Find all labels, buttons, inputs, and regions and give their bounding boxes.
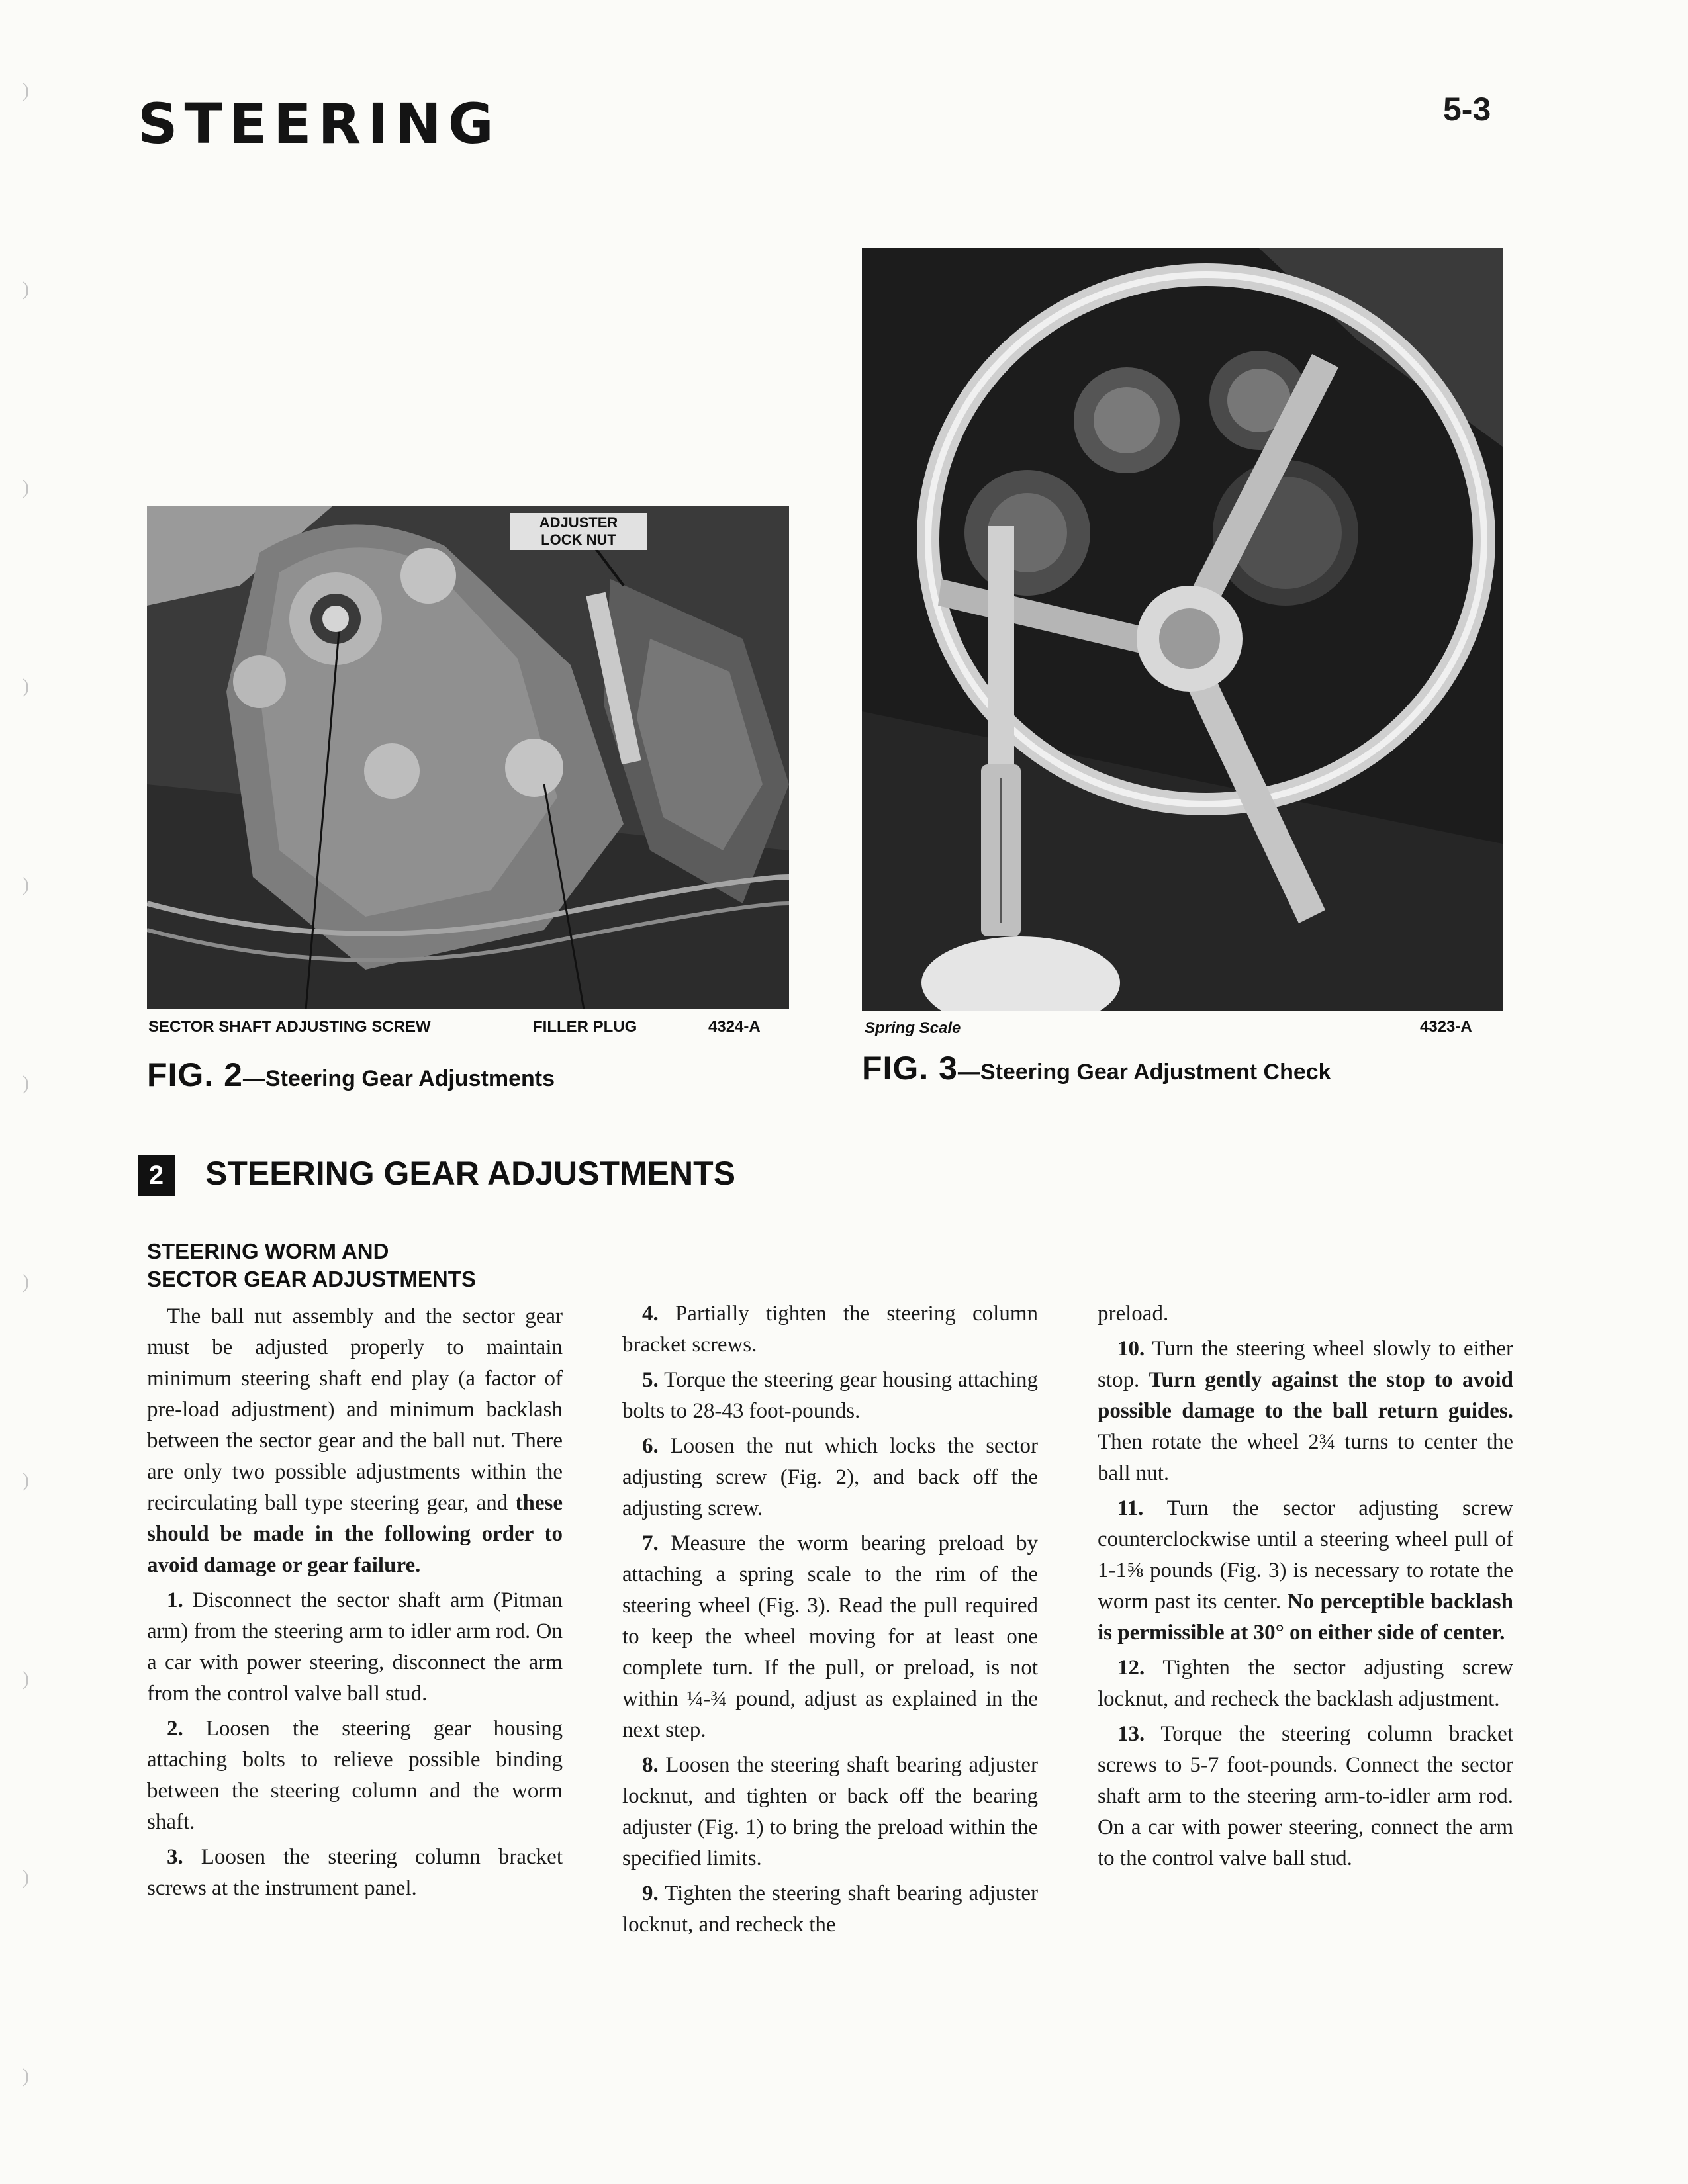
margin-mark: ) bbox=[23, 477, 29, 498]
steering-wheel-illustration bbox=[862, 248, 1503, 1011]
page-title: STEERING bbox=[138, 91, 500, 156]
callout-line: ADJUSTER bbox=[539, 514, 618, 531]
step-text: Turn the sector adjusting screw counterclockwise until a steering wheel pull of 1-1⅝ pounds (Fig. 3) is necessary to rotate the worm past its center. bbox=[1098, 1496, 1513, 1614]
step-text: Disconnect the sector shaft arm (Pitman arm) from the steering arm to idler arm rod. On a car with power steering, disconnect the arm from the control valve ball stud. bbox=[147, 1588, 563, 1706]
step-number: 6. bbox=[642, 1434, 659, 1458]
step-text: Loosen the nut which locks the sector adjusting screw (Fig. 2), and back off the adjusting screw. bbox=[622, 1434, 1039, 1520]
continued-text: preload. bbox=[1098, 1302, 1169, 1326]
fig3-code: 4323-A bbox=[1420, 1018, 1472, 1036]
step-text: Torque the steering column bracket screws to 5-7 foot-pounds. Connect the sector shaft arm to the steering arm-to-idler arm rod. On a car with power steering, connect the arm to the control valve ball stud. bbox=[1098, 1722, 1513, 1870]
fig2-caption bbox=[147, 1056, 555, 1094]
step-4 bbox=[622, 1298, 1038, 1361]
step-3 bbox=[147, 1842, 563, 1904]
step-text: Measure the worm bearing preload by attaching a spring scale to the rim of the steering wheel (Fig. 3). Read the pull required to keep the wheel moving for at least one complete turn. If the pull, or preload, is not within ¼-¾ pound, adjust as explained in the next step. bbox=[622, 1531, 1039, 1742]
margin-mark: ) bbox=[23, 278, 29, 300]
margin-mark: ) bbox=[23, 675, 29, 697]
step-text: Loosen the steering column bracket screws at the instrument panel. bbox=[147, 1845, 563, 1900]
step-2 bbox=[147, 1713, 563, 1838]
intro-warning: these should be made in the following order to avoid damage or gear failure. bbox=[147, 1491, 563, 1577]
intro-paragraph bbox=[147, 1301, 563, 1581]
margin-mark: ) bbox=[23, 874, 29, 895]
section-number-badge: 2 bbox=[138, 1155, 175, 1196]
step-warning: Turn gently against the stop to avoid possible damage to the ball return guides. bbox=[1098, 1368, 1514, 1423]
step-number: 1. bbox=[167, 1588, 183, 1612]
step-number: 7. bbox=[642, 1531, 659, 1555]
subheading bbox=[147, 1238, 610, 1293]
text-column-2 bbox=[622, 1298, 1038, 1944]
step-number: 11. bbox=[1117, 1496, 1144, 1520]
text-column-1 bbox=[147, 1301, 563, 1908]
step-number: 9. bbox=[642, 1882, 659, 1905]
steering-gear-illustration bbox=[147, 506, 789, 1009]
step-9 bbox=[622, 1878, 1038, 1940]
step-text: Partially tighten the steering column bracket screws. bbox=[622, 1302, 1038, 1357]
step-warning: No perceptible backlash is permissible at 30° on either side of center. bbox=[1098, 1590, 1513, 1645]
callout-line: LOCK NUT bbox=[541, 531, 616, 548]
step-text: Loosen the steering shaft bearing adjuster locknut, and tighten or back off the bearing adjuster (Fig. 1) to bring the preload within the specified limits. bbox=[622, 1753, 1038, 1870]
section-title: STEERING GEAR ADJUSTMENTS bbox=[205, 1155, 736, 1192]
fig3-label-spring-scale: Spring Scale bbox=[865, 1019, 961, 1037]
fig3-number: FIG. 3 bbox=[862, 1050, 958, 1087]
step-text: Torque the steering gear housing attaching bolts to 28-43 foot-pounds. bbox=[622, 1368, 1039, 1423]
step-text: Turn the steering wheel slowly to either stop. bbox=[1098, 1337, 1514, 1392]
fig3-photo bbox=[862, 248, 1503, 1011]
step-12 bbox=[1098, 1653, 1513, 1715]
fig2-label-filler-plug: FILLER PLUG bbox=[533, 1018, 637, 1036]
margin-mark: ) bbox=[23, 1271, 29, 1293]
fig2-photo bbox=[147, 506, 789, 1009]
step-number: 3. bbox=[167, 1845, 183, 1869]
step-text: Tighten the steering shaft bearing adjuster locknut, and recheck the bbox=[622, 1882, 1039, 1936]
step-number: 4. bbox=[642, 1302, 659, 1326]
step-number: 8. bbox=[642, 1753, 659, 1777]
step-number: 13. bbox=[1117, 1722, 1145, 1746]
margin-mark: ) bbox=[23, 79, 29, 101]
step-8 bbox=[622, 1750, 1038, 1874]
step-5 bbox=[622, 1365, 1038, 1427]
step-text: Loosen the steering gear housing attaching bolts to relieve possible binding between the steering column and the worm shaft. bbox=[147, 1717, 563, 1834]
step-7 bbox=[622, 1528, 1038, 1746]
step-10 bbox=[1098, 1334, 1513, 1489]
fig2-code: 4324-A bbox=[708, 1018, 761, 1036]
step-text: Then rotate the wheel 2¾ turns to center the ball nut. bbox=[1098, 1430, 1513, 1485]
margin-mark: ) bbox=[23, 1866, 29, 1888]
fig2-caption-text: —Steering Gear Adjustments bbox=[242, 1066, 555, 1091]
step-number: 10. bbox=[1117, 1337, 1145, 1361]
margin-mark: ) bbox=[23, 1668, 29, 1690]
step-1 bbox=[147, 1585, 563, 1709]
fig2-label-sector-shaft: SECTOR SHAFT ADJUSTING SCREW bbox=[148, 1018, 431, 1036]
step-number: 5. bbox=[642, 1368, 659, 1392]
fig3-caption bbox=[862, 1049, 1331, 1087]
text-column-3 bbox=[1098, 1298, 1513, 1878]
step-number: 12. bbox=[1117, 1656, 1145, 1680]
step-11 bbox=[1098, 1493, 1513, 1649]
step-text: Tighten the sector adjusting screw locknut, and recheck the backlash adjustment. bbox=[1098, 1656, 1514, 1711]
fig2-callout-adjuster-lock-nut bbox=[510, 513, 647, 550]
page-number: 5-3 bbox=[1443, 91, 1491, 128]
step-number: 2. bbox=[167, 1717, 183, 1741]
margin-mark: ) bbox=[23, 1469, 29, 1491]
fig2-number: FIG. 2 bbox=[147, 1056, 243, 1093]
fig3-caption-text: —Steering Gear Adjustment Check bbox=[957, 1060, 1331, 1085]
margin-mark: ) bbox=[23, 2065, 29, 2087]
subheading-line: SECTOR GEAR ADJUSTMENTS bbox=[147, 1267, 476, 1291]
margin-mark: ) bbox=[23, 1072, 29, 1094]
intro-text: The ball nut assembly and the sector gear must be adjusted properly to maintain minimum steering shaft end play (a factor of pre-load adjustment) and minimum backlash between the sector gear and the ball nut. There are only two possible adjustments within the recirculating ball type steering gear, and bbox=[147, 1304, 563, 1515]
step-6 bbox=[622, 1431, 1038, 1524]
step-13 bbox=[1098, 1719, 1513, 1874]
subheading-line: STEERING WORM AND bbox=[147, 1239, 389, 1263]
